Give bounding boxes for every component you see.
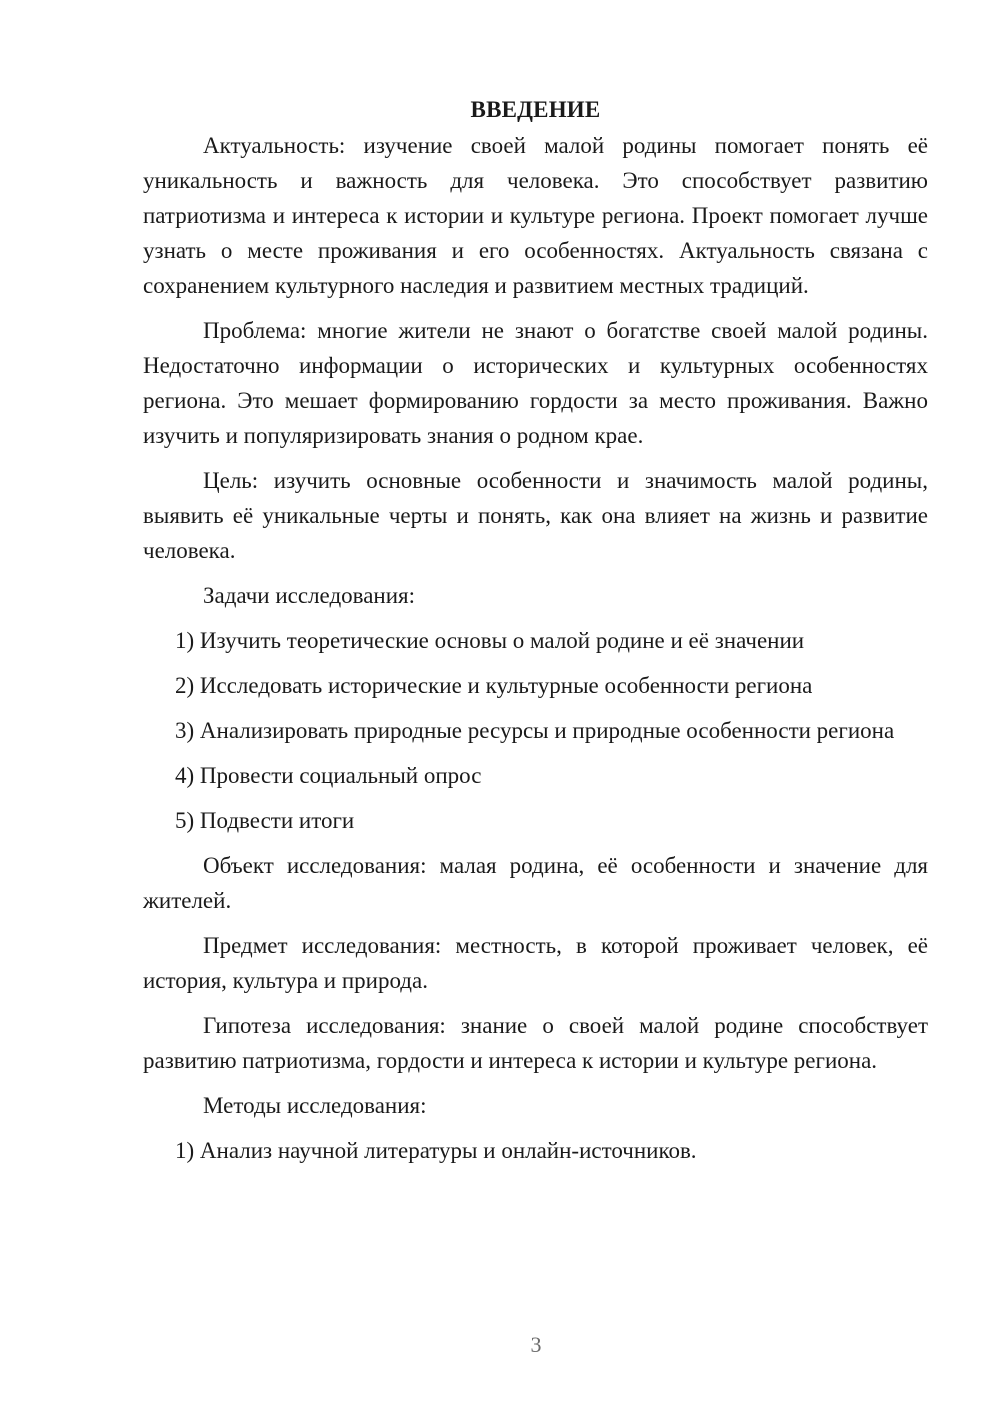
paragraph-problem: Проблема: многие жители не знают о богатстве своей малой родины. Недостаточно информации о исторических и культурных особенностях региона. Это мешает формированию гордости за место проживания. Важно изучить и популяризировать знания о родном крае. [143,318,928,448]
paragraph-methods-heading: Методы исследования: [203,1093,427,1118]
paragraph-relevance: Актуальность: изучение своей малой родины помогает понять её уникальность и важность для человека. Это способствует развитию патриотизма и интереса к истории и культуре региона. Проект помогает лучше узнать о месте проживания и его особенностях. Актуальность связана с сохранением культурного наследия и развитием местных традиций. [143,133,928,298]
task-item-4: 4) Провести социальный опрос [175,763,482,788]
paragraph-hypothesis: Гипотеза исследования: знание о своей малой родине способствует развитию патриотизма, гордости и интереса к истории и культуре региона. [143,1013,928,1073]
document-page [143,92,928,1178]
page-number: 3 [530,1332,542,1357]
paragraph-subject: Предмет исследования: местность, в которой проживает человек, её история, культура и природа. [143,933,928,993]
task-item-3: 3) Анализировать природные ресурсы и природные особенности региона [175,718,895,743]
task-item-5: 5) Подвести итоги [175,808,355,833]
section-title: ВВЕДЕНИЕ [470,97,601,122]
method-item-1: 1) Анализ научной литературы и онлайн-источников. [175,1138,697,1163]
task-item-2: 2) Исследовать исторические и культурные особенности региона [175,673,813,698]
task-item-1: 1) Изучить теоретические основы о малой родине и её значении [175,628,805,653]
paragraph-tasks-heading: Задачи исследования: [203,583,416,608]
paragraph-object: Объект исследования: малая родина, её особенности и значение для жителей. [143,853,928,913]
paragraph-goal: Цель: изучить основные особенности и значимость малой родины, выявить её уникальные черты и понять, как она влияет на жизнь и развитие человека. [143,468,928,563]
